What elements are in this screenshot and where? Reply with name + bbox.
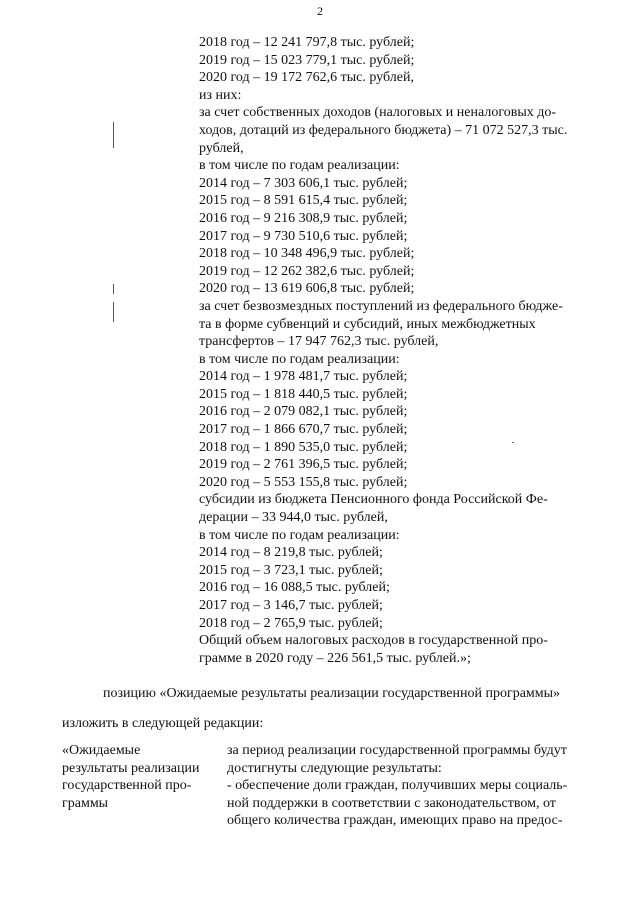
page-number: 2 (317, 4, 323, 18)
funding-line: ходов, дотаций из федерального бюджета) – 71 072 527,3 тыс. (199, 122, 568, 138)
funding-line: 2016 год – 16 088,5 тыс. рублей; (199, 580, 390, 596)
funding-line: 2015 год – 3 723,1 тыс. рублей; (199, 562, 383, 578)
funding-line: 2016 год – 9 216 308,9 тыс. рублей; (199, 210, 408, 226)
results-label-line: «Ожидаемые (62, 743, 141, 758)
funding-line: 2015 год – 1 818 440,5 тыс. рублей; (199, 386, 408, 402)
funding-line: дерации – 33 944,0 тыс. рублей, (199, 510, 388, 526)
funding-line: 2018 год – 10 348 496,9 тыс. рублей; (199, 246, 415, 262)
funding-line: 2020 год – 13 619 606,8 тыс. рублей; (199, 281, 415, 297)
funding-line: 2017 год – 9 730 510,6 тыс. рублей; (199, 228, 408, 244)
margin-mark (113, 302, 114, 322)
results-label-line: государственной про- (62, 778, 192, 794)
funding-line: 2014 год – 7 303 606,1 тыс. рублей; (199, 175, 408, 191)
funding-line: за счет безвозмездных поступлений из федерального бюдже- (199, 298, 563, 314)
funding-line: 2020 год – 19 172 762,6 тыс. рублей, (199, 70, 414, 86)
funding-line: рублей, (199, 140, 244, 156)
funding-line: в том числе по годам реализации: (199, 351, 400, 367)
funding-line: 2017 год – 3 146,7 тыс. рублей; (199, 598, 383, 613)
funding-line: из них: (199, 87, 242, 103)
margin-mark (113, 284, 114, 294)
margin-mark (113, 122, 114, 148)
results-label-line: результаты реализации (62, 760, 200, 776)
results-text-column (227, 742, 617, 830)
funding-line: в том числе по годам реализации: (199, 158, 400, 174)
funding-line: 2018 год – 12 241 797,8 тыс. рублей; (199, 35, 415, 50)
funding-line: 2014 год – 1 978 481,7 тыс. рублей; (199, 369, 408, 385)
funding-line: трансфертов – 17 947 762,3 тыс. рублей, (199, 334, 439, 350)
results-label-line: граммы (62, 795, 109, 811)
funding-line: за счет собственных доходов (налоговых и неналоговых до- (199, 105, 557, 121)
funding-line: та в форме субвенций и субсидий, иных межбюджетных (199, 316, 536, 332)
results-text-line: - обеспечение доли граждан, получивших меры социаль- (227, 778, 568, 794)
funding-line: 2015 год – 8 591 615,4 тыс. рублей; (199, 193, 408, 209)
funding-line: 2020 год – 5 553 155,8 тыс. рублей; (199, 474, 408, 490)
funding-line: 2019 год – 12 262 382,6 тыс. рублей; (199, 263, 415, 279)
funding-line: субсидии из бюджета Пенсионного фонда Российской Фе- (199, 492, 548, 508)
funding-line: 2016 год – 2 079 082,1 тыс. рублей; (199, 404, 408, 420)
funding-line: в том числе по годам реализации: (199, 527, 400, 543)
position-paragraph: позицию «Ожидаемые результаты реализации государственной программы» (103, 686, 561, 701)
results-text-line: за период реализации государственной программы будут (227, 743, 567, 758)
funding-line: 2014 год – 8 219,8 тыс. рублей; (199, 545, 383, 561)
funding-line: 2017 год – 1 866 670,7 тыс. рублей; (199, 422, 408, 438)
funding-line: 2018 год – 1 890 535,0 тыс. рублей; (199, 439, 408, 455)
results-text-line: общего количества граждан, имеющих право на предос- (227, 813, 563, 829)
funding-line: Общий объем налоговых расходов в государственной про- (199, 633, 548, 649)
results-text-line: достигнуты следующие результаты: (227, 760, 442, 776)
funding-text-block (199, 34, 611, 667)
results-text-line: ной поддержки в соответствии с законодательством, от (227, 795, 556, 811)
edition-paragraph: изложить в следующей редакции: (62, 716, 264, 731)
funding-line: 2019 год – 2 761 396,5 тыс. рублей; (199, 457, 408, 473)
funding-line: 2019 год – 15 023 779,1 тыс. рублей; (199, 52, 415, 68)
funding-line: грамме в 2020 году – 226 561,5 тыс. рублей.»; (199, 650, 471, 666)
funding-line: 2018 год – 2 765,9 тыс. рублей; (199, 615, 383, 631)
results-label-column (62, 742, 222, 812)
